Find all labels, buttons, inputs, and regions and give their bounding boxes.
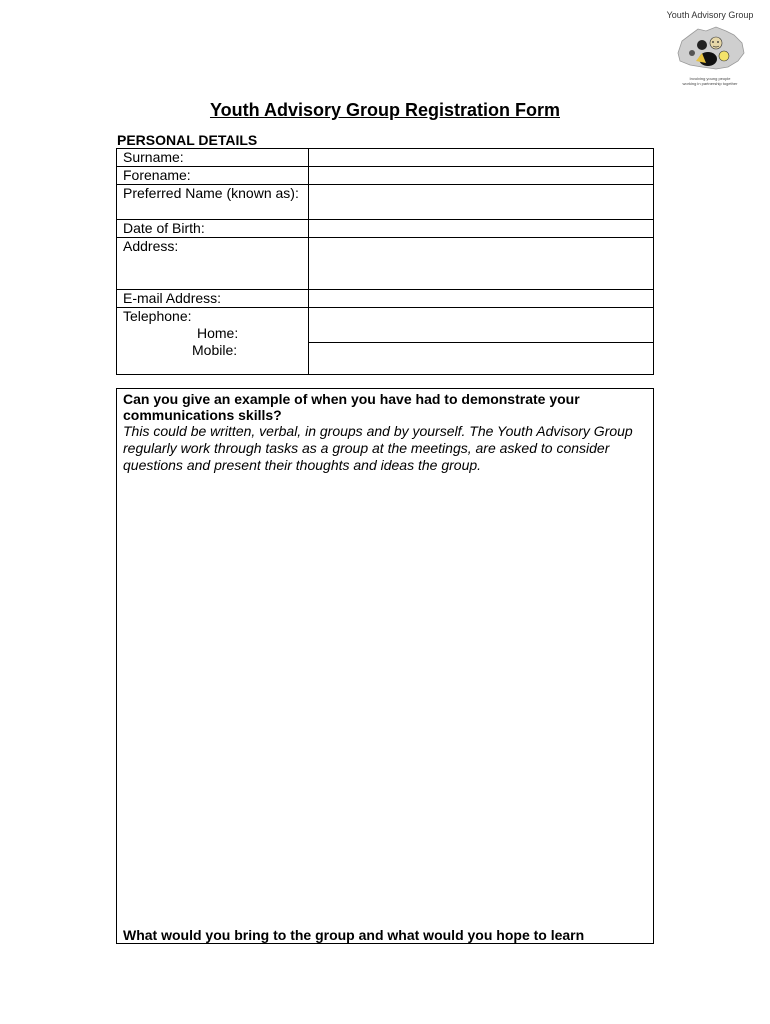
email-label: E-mail Address: [117, 290, 309, 308]
forename-field[interactable] [309, 167, 654, 185]
telephone-label-cell [117, 308, 309, 375]
forename-label: Forename: [117, 167, 309, 185]
telephone-label: Telephone: [123, 308, 192, 324]
page-title: Youth Advisory Group Registration Form [209, 100, 560, 120]
home-phone-label: Home: [197, 325, 239, 341]
surname-field[interactable] [309, 149, 654, 167]
address-label: Address: [117, 238, 309, 290]
preferred-name-label: Preferred Name (known as): [117, 185, 309, 220]
contribution-question: What would you bring to the group and what would you hope to learn [123, 927, 585, 943]
surname-label: Surname: [117, 149, 309, 167]
logo-tagline-2: working in partnership together [682, 81, 738, 86]
mobile-phone-label: Mobile: [192, 342, 238, 358]
communication-skills-guidance: This could be written, verbal, in groups and by yourself. The Youth Advisory Group regularly work through tasks as a group at the meetings, are asked to consider questions and present their thoughts and ideas the group. [123, 423, 633, 473]
communication-skills-question: Can you give an example of when you have had to demonstrate your communications skills? [123, 391, 580, 423]
communication-skills-box[interactable] [116, 388, 654, 944]
organisation-logo [662, 10, 758, 86]
home-phone-field[interactable] [309, 308, 654, 343]
mobile-phone-field[interactable] [309, 343, 654, 375]
preferred-name-field[interactable] [309, 185, 654, 220]
section-heading: PERSONAL DETAILS [117, 132, 258, 148]
address-field[interactable] [309, 238, 654, 290]
logo-emblem-icon [672, 23, 748, 75]
logo-tagline-1: Involving young people [689, 76, 731, 81]
date-of-birth-field[interactable] [309, 220, 654, 238]
email-field[interactable] [309, 290, 654, 308]
logo-title: Youth Advisory Group [666, 10, 754, 20]
personal-details-table [116, 148, 654, 375]
date-of-birth-label: Date of Birth: [117, 220, 309, 238]
